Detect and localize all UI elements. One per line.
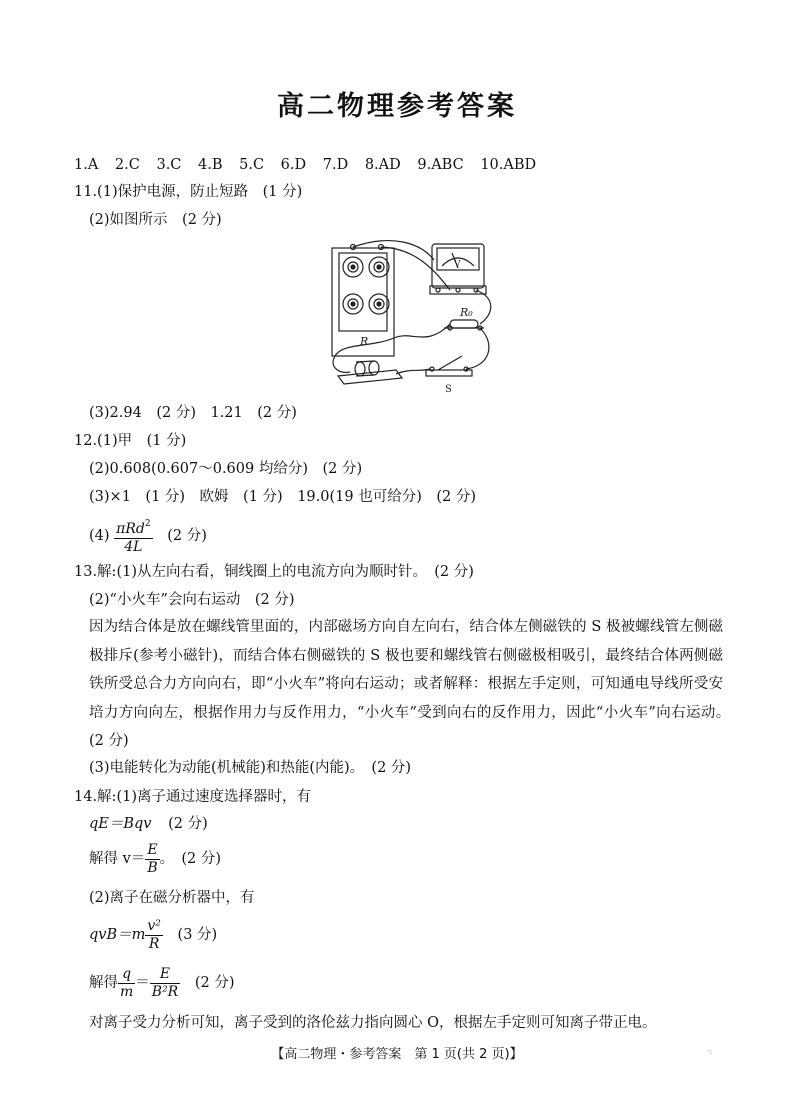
q13-part1: 13.解:(1)从左向右看，铜线圈上的电流方向为顺时针。 (2 分) <box>74 564 474 580</box>
fraction-numerator: q <box>118 966 135 984</box>
equation-text: qE＝Bqv <box>89 816 152 832</box>
q12-part1: 12.(1)甲 (1 分) <box>74 433 187 449</box>
fraction-denominator: 4L <box>124 539 143 555</box>
fraction-numerator: E <box>150 966 180 984</box>
equation-prefix: qvB＝m <box>89 927 146 943</box>
resistivity-fraction <box>114 516 152 556</box>
circuit-diagram <box>330 238 500 396</box>
q13-part2: (2)“小火车”会向右运动 (2 分) <box>89 592 295 608</box>
equation-prefix: 解得 <box>89 975 118 991</box>
fraction-exponent: 2 <box>144 519 151 529</box>
page-footer: 【高二物理・参考答案 第 1 页(共 2 页)】 <box>271 1047 523 1062</box>
q12-part4-prefix: (4) <box>89 528 110 544</box>
q14-eq4 <box>89 963 235 1003</box>
q14-eq3 <box>89 915 217 955</box>
voltmeter-label: V <box>454 260 461 270</box>
q14-eq2 <box>89 841 221 877</box>
equation-score: (2 分) <box>168 816 208 832</box>
q12-part4-score: (2 分) <box>167 528 207 544</box>
fraction-denominator: B²R <box>151 983 179 1000</box>
page-title: 高二物理参考答案 <box>277 91 517 122</box>
fraction-numerator: E <box>145 842 159 860</box>
equation-score: (3 分) <box>177 927 218 943</box>
mc-answers <box>74 155 548 175</box>
q11-part1: 11.(1)保护电源，防止短路 (1 分) <box>74 184 303 200</box>
centripetal-fraction <box>145 918 163 953</box>
charge-mass-fraction <box>118 966 135 1001</box>
equation-prefix: 解得 v＝ <box>89 851 146 867</box>
equation-suffix: 。 (2 分) <box>159 851 222 867</box>
q12-part3: (3)×1 (1 分) 欧姆 (1 分) 19.0(19 也可给分) (2 分) <box>89 489 477 505</box>
q13-part3: (3)电能转化为动能(机械能)和热能(内能)。 (2 分) <box>89 760 412 776</box>
fraction-numerator: πRd <box>116 521 145 537</box>
corner-mark: ·: <box>707 1047 713 1056</box>
fraction-denominator: B <box>147 859 158 876</box>
mc-answer: 2.C <box>114 157 140 173</box>
mc-answer: 1.A <box>74 157 99 173</box>
mc-answer: 7.D <box>322 157 349 173</box>
r-label: R <box>360 335 369 348</box>
q11-part2: (2)如图所示 (2 分) <box>89 212 222 228</box>
q14-conclusion: 对离子受力分析可知，离子受到的洛伦兹力指向圆心 O，根据左手定则可知离子带正电。 <box>89 1015 657 1031</box>
s-label: S <box>445 384 452 395</box>
fraction-numerator: v² <box>147 917 161 934</box>
q14-eq1 <box>89 814 208 834</box>
fraction-denominator: m <box>120 983 134 1000</box>
mc-answer: 4.B <box>198 157 223 173</box>
mc-answer: 6.D <box>280 157 307 173</box>
q13-explanation: 因为结合体是放在螺线管里面的，内部磁场方向自左向右，结合体左侧磁铁的 S 极被螺线管左侧磁极排斥(参考小磁针)，而结合体右侧磁铁的 S 极也要和螺线管右侧磁极相吸引，最终结合体两侧磁铁所受总合力方向向右，即“小火车”将向右运动；或者解释：根据左手定则，可知通电导线所受安培力方向向左，根据作用力与反作用力，“小火车”受到向右的反作用力，因此“小火车”向右运动。 (2 分) <box>89 619 738 749</box>
mc-answer: 3.C <box>156 157 182 173</box>
q12-part4 <box>89 516 207 556</box>
mc-answer: 5.C <box>239 157 265 173</box>
r0-label: R₀ <box>460 306 473 319</box>
q12-part2: (2)0.608(0.607～0.609 均给分) (2 分) <box>89 461 363 477</box>
mc-answer: 8.AD <box>364 157 401 173</box>
velocity-fraction <box>145 842 159 877</box>
field-fraction <box>150 966 180 1001</box>
mc-answer: 9.ABC <box>417 157 464 173</box>
fraction-denominator: R <box>148 935 160 952</box>
equals-sign: ＝ <box>135 975 150 991</box>
equation-score: (2 分) <box>194 975 235 991</box>
q11-part3: (3)2.94 (2 分) 1.21 (2 分) <box>89 405 297 421</box>
q14-part1: 14.解:(1)离子通过速度选择器时，有 <box>74 789 311 805</box>
mc-answer: 10.ABD <box>480 157 537 173</box>
q14-part2: (2)离子在磁分析器中，有 <box>89 890 255 906</box>
